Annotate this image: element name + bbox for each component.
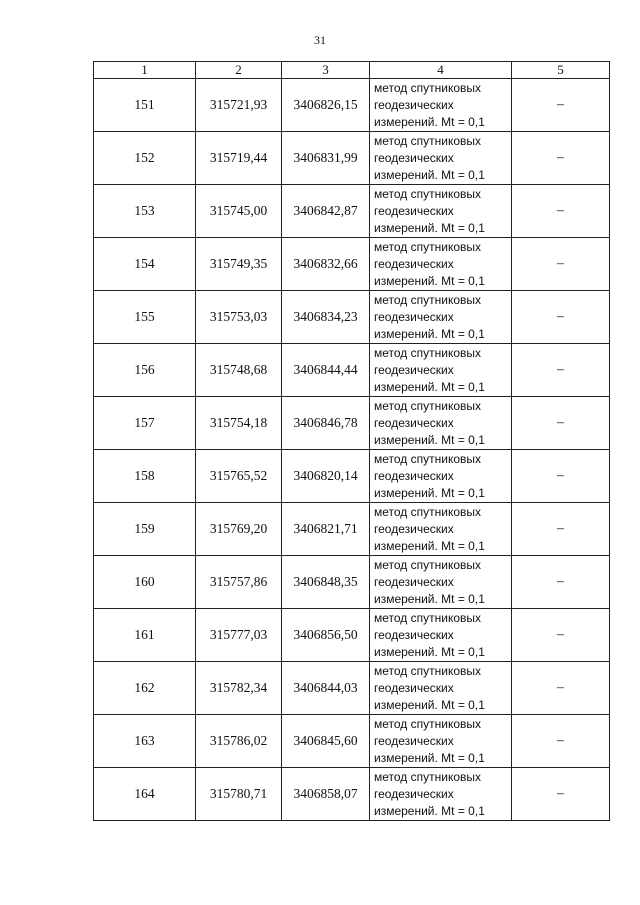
note-cell: –: [512, 450, 610, 503]
point-number-cell: 162: [94, 662, 196, 715]
y-coordinate-cell: 3406821,71: [282, 503, 370, 556]
note-cell: –: [512, 132, 610, 185]
method-cell: метод спутниковых геодезических измерений. Mt = 0,1: [370, 291, 512, 344]
table-row: [94, 291, 610, 344]
point-number-cell: 164: [94, 768, 196, 821]
y-coordinate-cell: 3406845,60: [282, 715, 370, 768]
method-cell: метод спутниковых геодезических измерений. Mt = 0,1: [370, 768, 512, 821]
method-cell: метод спутниковых геодезических измерений. Mt = 0,1: [370, 450, 512, 503]
column-header: 1: [94, 62, 196, 79]
point-number-cell: 161: [94, 609, 196, 662]
column-header: 4: [370, 62, 512, 79]
method-cell: метод спутниковых геодезических измерений. Mt = 0,1: [370, 238, 512, 291]
point-number-cell: 158: [94, 450, 196, 503]
point-number-cell: 154: [94, 238, 196, 291]
page-number: 31: [314, 33, 326, 47]
point-number-cell: 151: [94, 79, 196, 132]
note-cell: –: [512, 397, 610, 450]
coordinates-table: [93, 61, 610, 821]
table-body: [94, 79, 610, 821]
x-coordinate-cell: 315745,00: [196, 185, 282, 238]
method-cell: метод спутниковых геодезических измерений. Mt = 0,1: [370, 344, 512, 397]
x-coordinate-cell: 315754,18: [196, 397, 282, 450]
note-cell: –: [512, 79, 610, 132]
point-number-cell: 160: [94, 556, 196, 609]
x-coordinate-cell: 315786,02: [196, 715, 282, 768]
table-row: [94, 556, 610, 609]
method-cell: метод спутниковых геодезических измерений. Mt = 0,1: [370, 185, 512, 238]
method-cell: метод спутниковых геодезических измерений. Mt = 0,1: [370, 397, 512, 450]
point-number-cell: 157: [94, 397, 196, 450]
note-cell: –: [512, 609, 610, 662]
x-coordinate-cell: 315757,86: [196, 556, 282, 609]
method-cell: метод спутниковых геодезических измерений. Mt = 0,1: [370, 609, 512, 662]
y-coordinate-cell: 3406856,50: [282, 609, 370, 662]
table-row: [94, 397, 610, 450]
point-number-cell: 163: [94, 715, 196, 768]
note-cell: –: [512, 556, 610, 609]
note-cell: –: [512, 662, 610, 715]
y-coordinate-cell: 3406848,35: [282, 556, 370, 609]
note-cell: –: [512, 503, 610, 556]
table-row: [94, 132, 610, 185]
note-cell: –: [512, 768, 610, 821]
table-row: [94, 450, 610, 503]
x-coordinate-cell: 315749,35: [196, 238, 282, 291]
table-row: [94, 344, 610, 397]
y-coordinate-cell: 3406826,15: [282, 79, 370, 132]
method-cell: метод спутниковых геодезических измерений. Mt = 0,1: [370, 79, 512, 132]
table-row: [94, 238, 610, 291]
column-header: 3: [282, 62, 370, 79]
column-header: 5: [512, 62, 610, 79]
x-coordinate-cell: 315765,52: [196, 450, 282, 503]
y-coordinate-cell: 3406858,07: [282, 768, 370, 821]
point-number-cell: 152: [94, 132, 196, 185]
table-row: [94, 609, 610, 662]
table-row: [94, 768, 610, 821]
x-coordinate-cell: 315748,68: [196, 344, 282, 397]
note-cell: –: [512, 185, 610, 238]
y-coordinate-cell: 3406846,78: [282, 397, 370, 450]
table-row: [94, 715, 610, 768]
x-coordinate-cell: 315753,03: [196, 291, 282, 344]
method-cell: метод спутниковых геодезических измерений. Mt = 0,1: [370, 662, 512, 715]
note-cell: –: [512, 291, 610, 344]
y-coordinate-cell: 3406834,23: [282, 291, 370, 344]
point-number-cell: 155: [94, 291, 196, 344]
x-coordinate-cell: 315719,44: [196, 132, 282, 185]
table-row: [94, 503, 610, 556]
note-cell: –: [512, 715, 610, 768]
table-row: [94, 79, 610, 132]
x-coordinate-cell: 315780,71: [196, 768, 282, 821]
x-coordinate-cell: 315721,93: [196, 79, 282, 132]
y-coordinate-cell: 3406820,14: [282, 450, 370, 503]
method-cell: метод спутниковых геодезических измерений. Mt = 0,1: [370, 132, 512, 185]
x-coordinate-cell: 315769,20: [196, 503, 282, 556]
x-coordinate-cell: 315777,03: [196, 609, 282, 662]
note-cell: –: [512, 344, 610, 397]
y-coordinate-cell: 3406844,44: [282, 344, 370, 397]
point-number-cell: 156: [94, 344, 196, 397]
y-coordinate-cell: 3406842,87: [282, 185, 370, 238]
note-cell: –: [512, 238, 610, 291]
point-number-cell: 159: [94, 503, 196, 556]
table-row: [94, 662, 610, 715]
method-cell: метод спутниковых геодезических измерений. Mt = 0,1: [370, 556, 512, 609]
x-coordinate-cell: 315782,34: [196, 662, 282, 715]
method-cell: метод спутниковых геодезических измерений. Mt = 0,1: [370, 503, 512, 556]
table-row: [94, 185, 610, 238]
table-header-row: [94, 62, 610, 79]
point-number-cell: 153: [94, 185, 196, 238]
column-header: 2: [196, 62, 282, 79]
y-coordinate-cell: 3406831,99: [282, 132, 370, 185]
y-coordinate-cell: 3406832,66: [282, 238, 370, 291]
method-cell: метод спутниковых геодезических измерений. Mt = 0,1: [370, 715, 512, 768]
y-coordinate-cell: 3406844,03: [282, 662, 370, 715]
